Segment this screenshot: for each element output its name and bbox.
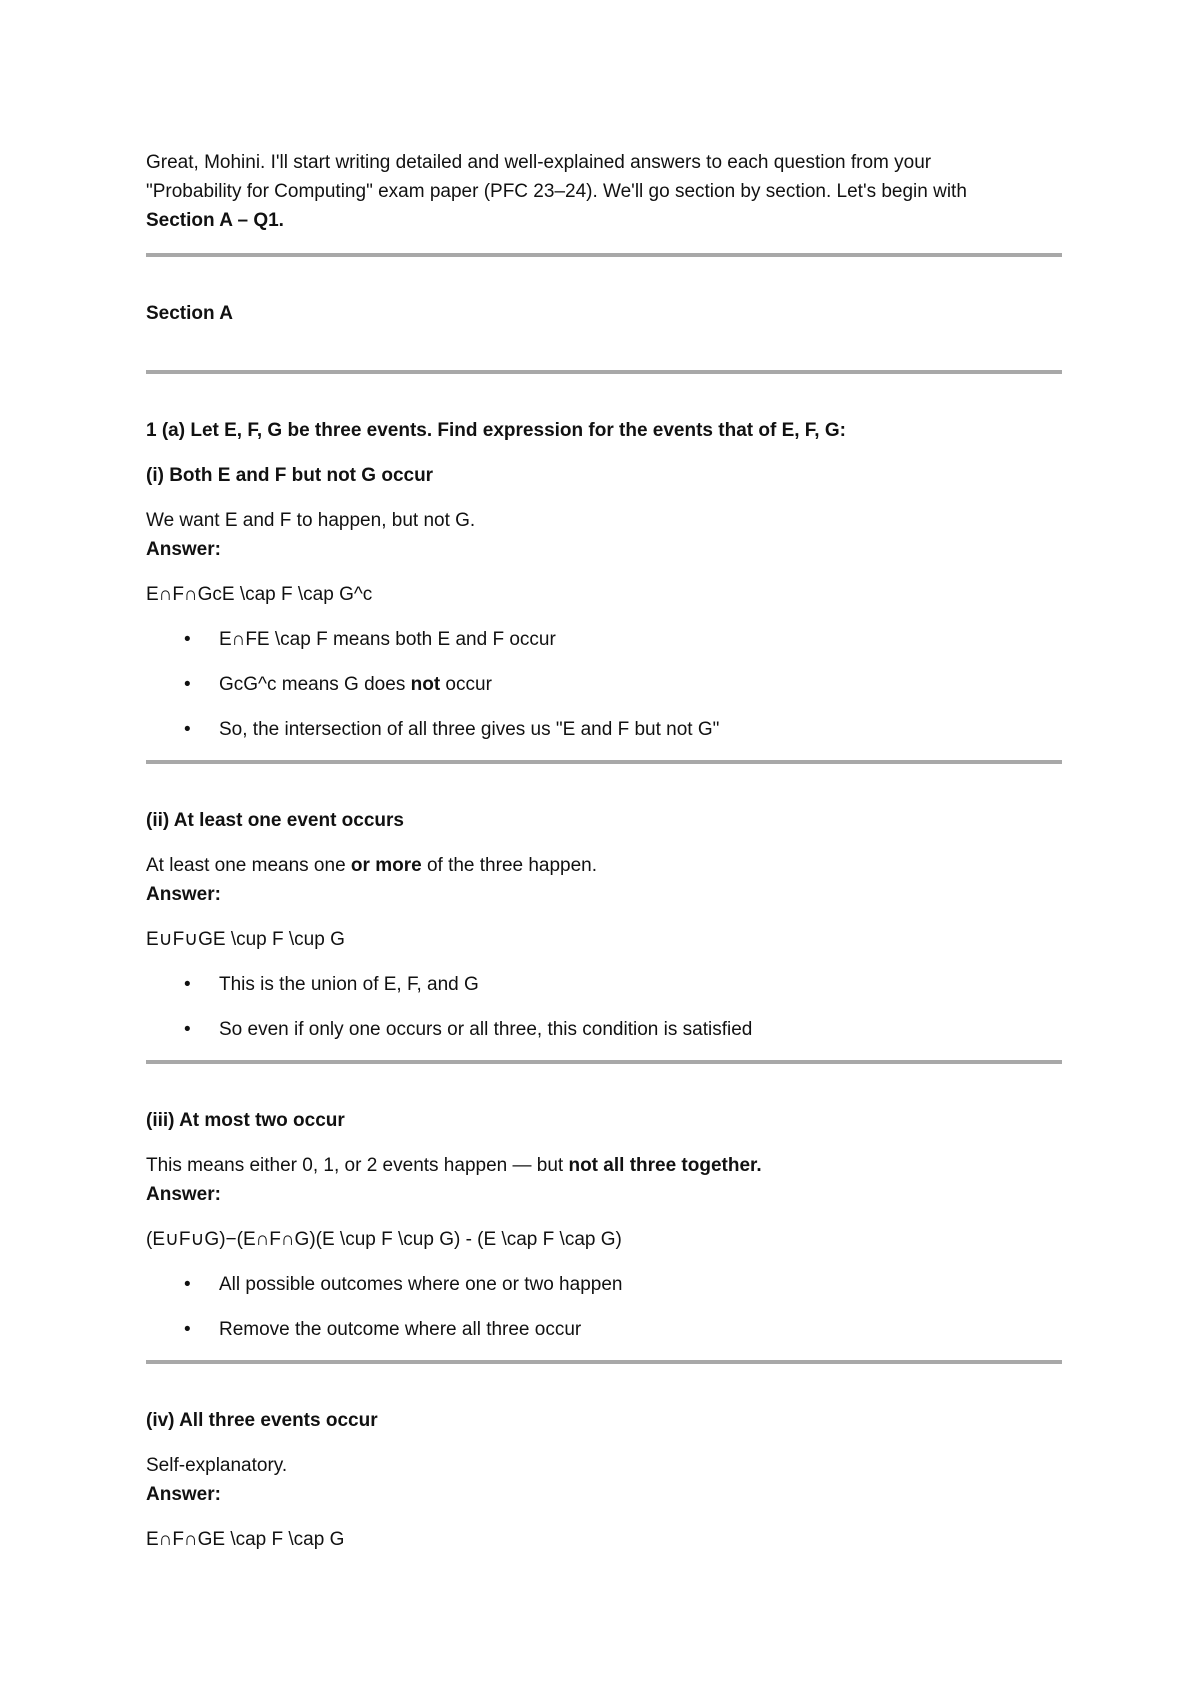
- subquestion-heading: (i) Both E and F but not G occur: [146, 465, 434, 486]
- subquestion-block: [146, 1106, 1062, 1344]
- emphasis-text: not: [410, 674, 441, 695]
- bullet-icon: •: [184, 629, 191, 650]
- explanation-text: [146, 1451, 1062, 1480]
- text-run: This is the union of E, F, and G: [219, 974, 479, 995]
- subquestion-heading: (ii) At least one event occurs: [146, 810, 404, 831]
- text-run: E∩FE \cap F means both E and F occur: [219, 629, 556, 650]
- answer-formula: (E∪F∪G)−(E∩F∩G)(E \cup F \cup G) - (E \cap F \cap G): [146, 1229, 622, 1250]
- bullet-item: [146, 625, 1062, 654]
- horizontal-rule: [146, 760, 1062, 764]
- document-page: [146, 148, 1062, 1570]
- bullet-icon: •: [184, 1274, 191, 1295]
- horizontal-rule: [146, 370, 1062, 374]
- bullet-list: [146, 970, 1062, 1044]
- text-run: At least one means one: [146, 855, 351, 876]
- bullet-icon: •: [184, 974, 191, 995]
- text-run: Self-explanatory.: [146, 1455, 288, 1476]
- intro-paragraph: [146, 148, 1062, 235]
- question-parts: [146, 461, 1062, 1554]
- bullet-item: [146, 1015, 1062, 1044]
- subquestion-heading: (iii) At most two occur: [146, 1110, 345, 1131]
- text-run: So even if only one occurs or all three, this condition is satisfied: [219, 1019, 753, 1040]
- text-run: We want E and F to happen, but not G.: [146, 510, 476, 531]
- bullet-icon: •: [184, 674, 191, 695]
- bullet-item: [146, 1270, 1062, 1299]
- text-run: occur: [440, 674, 492, 695]
- intro-line-2: "Probability for Computing" exam paper (PFC 23–24). We'll go section by section. Let's begin with: [146, 181, 967, 202]
- subquestion-block: [146, 461, 1062, 744]
- emphasis-text: not all three together.: [568, 1155, 762, 1176]
- text-run: So, the intersection of all three gives us "E and F but not G": [219, 719, 720, 740]
- emphasis-text: or more: [350, 855, 422, 876]
- bullet-item: [146, 670, 1062, 699]
- bullet-list: [146, 1270, 1062, 1344]
- text-run: All possible outcomes where one or two happen: [219, 1274, 623, 1295]
- bullet-item: [146, 715, 1062, 744]
- bullet-icon: •: [184, 1319, 191, 1340]
- intro-line-3: Section A – Q1.: [146, 210, 284, 231]
- section-title: Section A: [146, 303, 233, 324]
- subquestion-heading: (iv) All three events occur: [146, 1410, 378, 1431]
- text-run: This means either 0, 1, or 2 events happen — but: [146, 1155, 569, 1176]
- intro-line-1: Great, Mohini. I'll start writing detailed and well-explained answers to each question from your: [146, 152, 932, 173]
- text-run: GcG^c means G does: [219, 674, 411, 695]
- subquestion-block: [146, 806, 1062, 1044]
- answer-formula: E∪F∪GE \cup F \cup G: [146, 929, 345, 950]
- answer-label: Answer:: [146, 1484, 221, 1505]
- answer-formula: E∩F∩GE \cap F \cap G: [146, 1529, 345, 1550]
- answer-label: Answer:: [146, 539, 221, 560]
- bullet-icon: •: [184, 719, 191, 740]
- bullet-item: [146, 970, 1062, 999]
- subquestion-block: [146, 1406, 1062, 1554]
- answer-label: Answer:: [146, 1184, 221, 1205]
- text-run: Remove the outcome where all three occur: [219, 1319, 582, 1340]
- text-run: of the three happen.: [421, 855, 598, 876]
- question-title: 1 (a) Let E, F, G be three events. Find expression for the events that of E, F, G:: [146, 420, 846, 441]
- explanation-text: [146, 506, 1062, 535]
- explanation-text: [146, 851, 1062, 880]
- answer-label: Answer:: [146, 884, 221, 905]
- bullet-icon: •: [184, 1019, 191, 1040]
- answer-formula: E∩F∩GcE \cap F \cap G^c: [146, 584, 373, 605]
- bullet-item: [146, 1315, 1062, 1344]
- bullet-list: [146, 625, 1062, 744]
- explanation-text: [146, 1151, 1062, 1180]
- horizontal-rule: [146, 1060, 1062, 1064]
- horizontal-rule: [146, 1360, 1062, 1364]
- horizontal-rule: [146, 253, 1062, 257]
